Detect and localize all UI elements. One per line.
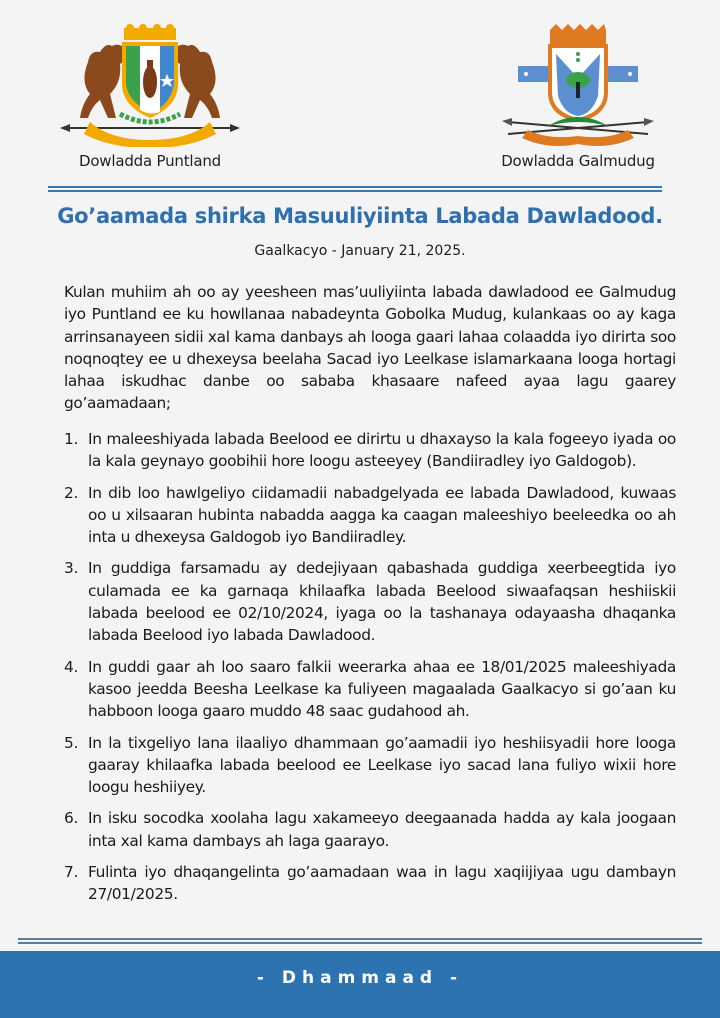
decision-text: In dib loo hawlgeliyo ciidamadii nabadgelyada ee labada Dawladood, kuwaas oo u xilsaaran hubinta nabadda aagga ka caagan maleeshiyo beeleedka oo ah inta u dhexeysa Galdogob iyo Bandiiradley. (88, 483, 676, 547)
decision-text: In isku socodka xoolaha lagu xakameeyo deegaanada hadda ay kala joogaan inta xal kama dambays ah laga gaarayo. (88, 809, 676, 850)
puntland-emblem (30, 22, 270, 182)
galmudug-emblem (458, 22, 698, 182)
decision-number: 3. (64, 559, 78, 578)
decision-item (64, 482, 676, 549)
decision-item (64, 807, 676, 852)
dateline: Gaalkacyo - January 21, 2025. (254, 243, 466, 259)
decision-item (64, 861, 676, 906)
decision-text: In guddi gaar ah loo saaro falkii weerarka ahaa ee 18/01/2025 maleeshiyada kasoo jeedda Beesha Leelkase ka fuliyeen magaalada Gaalkacyo si go’aan ku habboon looga gaaro muddo 48 saac gudahood ah. (88, 657, 676, 721)
decision-number: 1. (64, 430, 78, 448)
footer-banner (0, 951, 720, 1018)
decision-text: In maleeshiyada labada Beelood ee dirirtu u dhaxayso la kala fogeeyo iyada oo la kala geynayo goobihii hore loogu asteeyey (Bandiiradley iyo Galdogob). (88, 430, 676, 471)
galmudug-caption: Dowladda Galmudug (501, 152, 655, 170)
decision-text: Fulinta iyo dhaqangelinta go’aamadaan waa in lagu xaqiijiyaa ugu dambayn 27/01/2025. (88, 863, 676, 904)
decision-number: 4. (64, 657, 78, 676)
puntland-coat-of-arms-icon (60, 22, 240, 147)
decision-item (64, 557, 676, 646)
footer-divider (18, 938, 702, 944)
footer-end-label: - Dhammaad - (256, 968, 464, 988)
intro-paragraph: Kulan muhiim ah oo ay yeesheen mas’uuliyiinta labada dawladood ee Galmudug iyo Puntland ee ku howllanaa nabadeynta Gobolka Mudug, kulankaas oo ay kaga arrinsanayeen sidii xal kama danbays ah looga gaari lahaa colaadda iyo dirirta soo noqnoqtey ee u dhexeysa beelaha Sacad iyo Leelkase islamarkaana looga hortagi lahaa iskudhac danbe oo sababa khasaare nafeed ayaa lagu gaarey go’aamadaan; (64, 283, 676, 413)
decision-item (64, 656, 676, 723)
document-title: Go’aamada shirka Masuuliyiinta Labada Dawladood. (57, 204, 663, 228)
decision-number: 7. (64, 863, 78, 882)
decision-text: In la tixgeliyo lana ilaaliyo dhammaan go’aamadii iyo heshiisyadii hore looga gaaray khilaafka labada beelood ee Leelkase iyo sacad lana fuliyo wixii hore loogu heshiiyey. (88, 733, 676, 797)
letterhead (0, 0, 720, 185)
decision-number: 2. (64, 483, 78, 502)
puntland-caption: Dowladda Puntland (78, 152, 222, 170)
decision-item (64, 428, 676, 473)
decision-item (64, 732, 676, 799)
galmudug-coat-of-arms-icon (488, 22, 668, 147)
decisions-list (64, 428, 676, 915)
decision-number: 5. (64, 733, 78, 752)
decision-text: In guddiga farsamadu ay dedejiyaan qabashada guddiga xeerbeegtida iyo culamada ee ka garnaqa khilaafka labada Beelood siwaafaqsan heshiiskii labada beelood ee 02/10/2024, iyaga oo la tashanaya odayaasha dhaqanka labada Beelood iyo labada Dawladood. (88, 559, 676, 645)
header-divider (48, 186, 662, 192)
decision-number: 6. (64, 809, 78, 828)
